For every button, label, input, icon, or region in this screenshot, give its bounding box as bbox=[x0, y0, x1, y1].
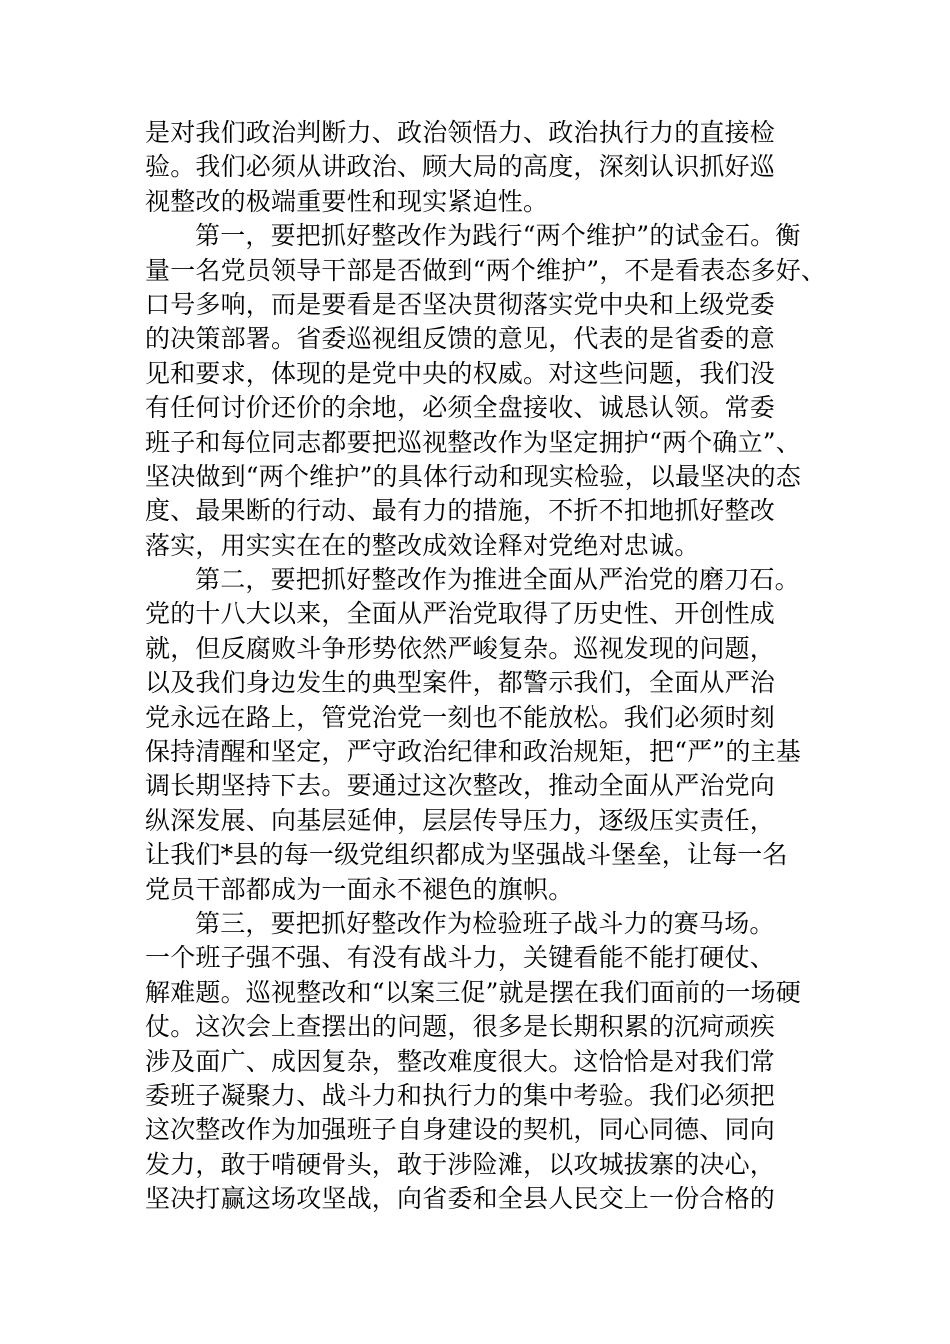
text-line: 见和要求，体现的是党中央的权威。对这些问题，我们没 bbox=[145, 358, 776, 388]
text-line: 落实，用实实在在的整改成效诠释对党绝对忠诚。 bbox=[145, 530, 700, 560]
text-line: 度、最果断的行动、最有力的措施，不折不扣地抓好整改 bbox=[145, 496, 776, 526]
text-line: 解难题。巡视整改和“以案三促”就是摆在我们面前的一场硬 bbox=[145, 977, 801, 1007]
text-line: 量一名党员领导干部是否做到“两个维护”，不是看表态多好、 bbox=[145, 255, 827, 285]
text-line: 这次整改作为加强班子自身建设的契机，同心同德、同向 bbox=[145, 1115, 776, 1145]
paragraph-first-line: 第三，要把抓好整改作为检验班子战斗力的赛马场。 bbox=[195, 908, 775, 938]
document-body bbox=[145, 116, 827, 1217]
text-line: 让我们*县的每一级党组织都成为坚强战斗堡垒，让每一名 bbox=[145, 840, 788, 870]
paragraph-first-line: 第二，要把抓好整改作为推进全面从严治党的磨刀石。 bbox=[195, 565, 800, 595]
text-line: 仗。这次会上查摆出的问题，很多是长期积累的沉疴顽疾 bbox=[145, 1012, 776, 1042]
text-line: 班子和每位同志都要把巡视整改作为坚定拥护“两个确立”、 bbox=[145, 427, 801, 457]
text-line: 党的十八大以来，全面从严治党取得了历史性、开创性成 bbox=[145, 599, 776, 629]
text-line: 调长期坚持下去。要通过这次整改，推动全面从严治党向 bbox=[145, 771, 776, 801]
text-line: 就，但反腐败斗争形势依然严峻复杂。巡视发现的问题， bbox=[145, 633, 776, 663]
text-line: 保持清醒和坚定，严守政治纪律和政治规矩，把“严”的主基 bbox=[145, 737, 801, 767]
text-line: 党员干部都成为一面永不褪色的旗帜。 bbox=[145, 874, 574, 904]
text-line: 一个班子强不强、有没有战斗力，关键看能不能打硬仗、 bbox=[145, 943, 776, 973]
text-line: 视整改的极端重要性和现实紧迫性。 bbox=[145, 186, 549, 216]
text-line: 口号多响，而是要看是否坚决贯彻落实党中央和上级党委 bbox=[145, 289, 776, 319]
text-line: 坚决做到“两个维护”的具体行动和现实检验，以最坚决的态 bbox=[145, 461, 801, 491]
text-line: 有任何讨价还价的余地，必须全盘接收、诚恳认领。常委 bbox=[145, 393, 776, 423]
text-line: 坚决打赢这场攻坚战，向省委和全县人民交上一份合格的 bbox=[145, 1184, 776, 1214]
text-line: 验。我们必须从讲政治、顾大局的高度，深刻认识抓好巡 bbox=[145, 152, 776, 182]
text-line: 发力，敢于啃硬骨头，敢于涉险滩，以攻城拔寨的决心， bbox=[145, 1149, 776, 1179]
text-line: 以及我们身边发生的典型案件，都警示我们，全面从严治 bbox=[145, 668, 776, 698]
text-line: 委班子凝聚力、战斗力和执行力的集中考验。我们必须把 bbox=[145, 1080, 776, 1110]
paragraph-first-line: 第一，要把抓好整改作为践行“两个维护”的试金石。衡 bbox=[195, 221, 801, 251]
text-line: 纵深发展、向基层延伸，层层传导压力，逐级压实责任， bbox=[145, 805, 776, 835]
text-line: 的决策部署。省委巡视组反馈的意见，代表的是省委的意 bbox=[145, 324, 776, 354]
text-line: 是对我们政治判断力、政治领悟力、政治执行力的直接检 bbox=[145, 118, 776, 147]
text-line: 党永远在路上，管党治党一刻也不能放松。我们必须时刻 bbox=[145, 702, 776, 732]
text-line: 涉及面广、成因复杂，整改难度很大。这恰恰是对我们常 bbox=[145, 1046, 776, 1076]
